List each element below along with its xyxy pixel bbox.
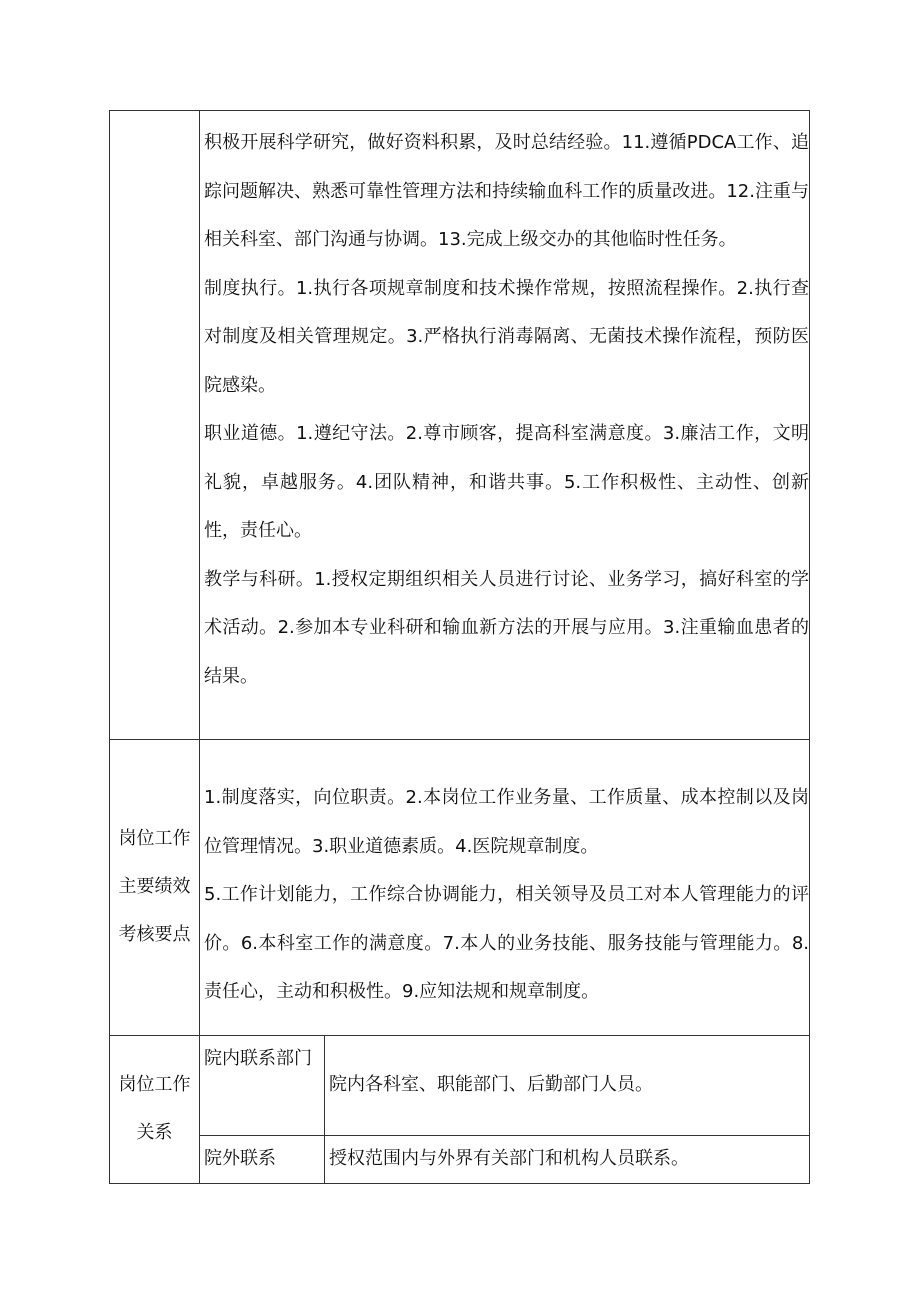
relations-label: 岗位工作关系 — [110, 1035, 200, 1183]
kpi-label: 岗位工作主要绩效考核要点 — [110, 740, 200, 1036]
continuation-paragraph-1: 积极开展科学研究，做好资料积累，及时总结经验。11.遵循PDCA工作、追踪问题解决、熟悉可靠性管理方法和持续输血科工作的质量改进。12.注重与相关科室、部门沟通与协调。13.完成上级交办的其他临时性任务。 — [204, 132, 809, 250]
continuation-content-cell — [200, 111, 810, 740]
kpi-paragraph-1: 1.制度落实，向位职责。2.本岗位工作业务量、工作质量、成本控制以及岗位管理情况。3.职业道德素质。4.医院规章制度。 — [204, 787, 809, 857]
external-relation-value: 授权范围内与外界有关部门和机构人员联系。 — [325, 1135, 810, 1183]
internal-relation-value: 院内各科室、职能部门、后勤部门人员。 — [325, 1035, 810, 1135]
continuation-row — [110, 111, 810, 740]
kpi-row — [110, 740, 810, 1036]
continuation-paragraph-2: 制度执行。1.执行各项规章制度和技术操作常规，按照流程操作。2.执行查对制度及相关管理规定。3.严格执行消毒隔离、无菌技术操作流程，预防医院感染。 — [204, 277, 809, 396]
relations-external-row — [110, 1135, 810, 1183]
kpi-content-cell — [200, 740, 810, 1036]
kpi-paragraph-2: 5.工作计划能力，工作综合协调能力，相关领导及员工对本人管理能力的评价。6.本科室工作的满意度。7.本人的业务技能、服务技能与管理能力。8.责任心，主动和积极性。9.应知法规和规章制度。 — [204, 884, 809, 1002]
internal-relation-label: 院内联系部门 — [200, 1035, 325, 1135]
external-relation-label: 院外联系 — [200, 1135, 325, 1183]
continuation-paragraph-3: 职业道德。1.遵纪守法。2.尊市顾客，提高科室满意度。3.廉洁工作，文明礼貌，卓越服务。4.团队精神，和谐共事。5.工作积极性、主动性、创新性，责任心。 — [204, 423, 809, 541]
job-description-table — [109, 110, 810, 1184]
continuation-paragraph-4: 教学与科研。1.授权定期组织相关人员进行讨论、业务学习，搞好科室的学术活动。2.参加本专业科研和输血新方法的开展与应用。3.注重输血患者的结果。 — [204, 568, 809, 687]
continuation-label-cell — [110, 111, 200, 740]
relations-internal-row — [110, 1035, 810, 1135]
